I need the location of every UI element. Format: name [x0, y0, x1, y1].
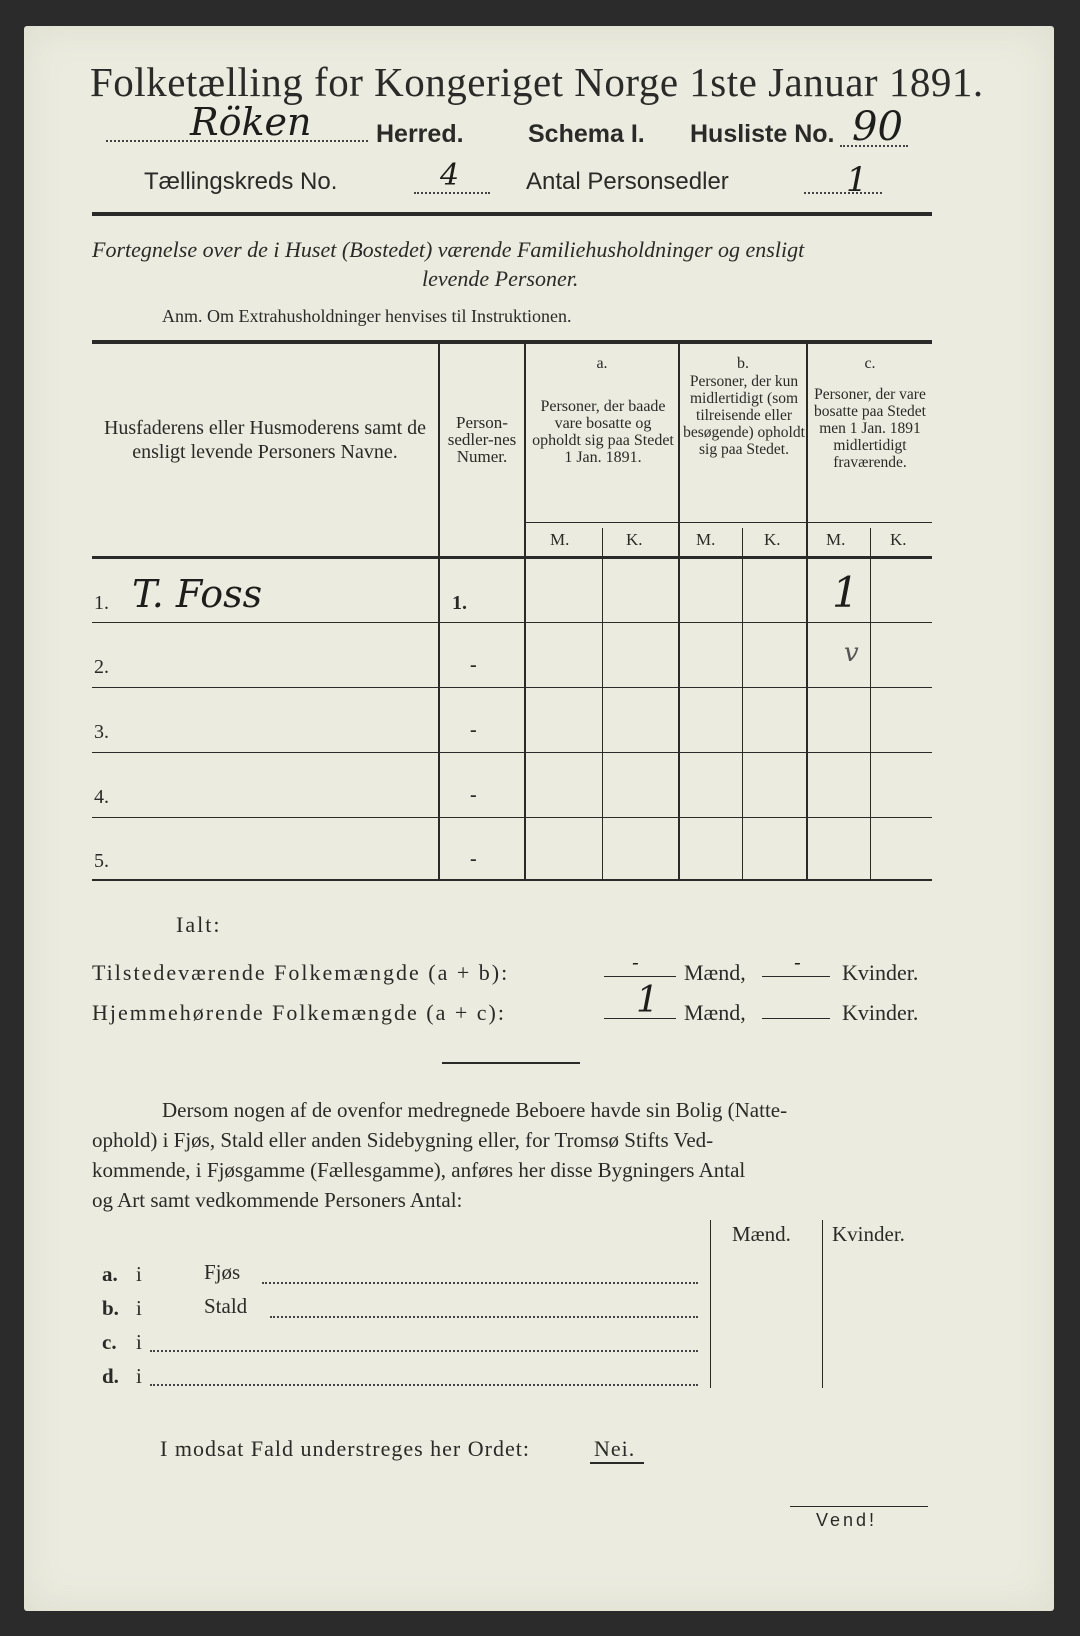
bld-row-b-dots	[270, 1316, 698, 1318]
bld-row-a-letter: a.	[102, 1262, 118, 1286]
vline-4	[678, 344, 680, 879]
c-k-header: K.	[890, 530, 907, 549]
col-a-letter: a.	[596, 355, 608, 372]
nei-underline	[590, 1462, 644, 1464]
hjem-m-value: 1	[636, 980, 659, 1021]
vline-7	[870, 528, 871, 879]
modsat-text: I modsat Fald understreges her Ordet:	[160, 1436, 530, 1461]
hjem-k-line	[762, 1018, 830, 1019]
bld-row-c-dots	[150, 1350, 698, 1352]
row-5-number: 5.	[94, 850, 109, 872]
husliste-label: Husliste No.	[690, 120, 835, 148]
bld-row-d-letter: d.	[102, 1364, 119, 1388]
b-m-header: M.	[696, 530, 716, 549]
col-b-header: Personer, der kun midlertidigt (som tilreisende eller besøgende) opholdt sig paa Stedet.	[683, 373, 805, 458]
row-1-sedel: 1.	[452, 592, 467, 614]
row-2-sedel: -	[470, 654, 477, 676]
c-m-header: M.	[826, 530, 846, 549]
hjem-label: Hjemmehørende Folkemængde (a + c):	[92, 1000, 506, 1025]
census-form-sheet	[24, 26, 1054, 1611]
tilst-label: Tilstedeværende Folkemængde (a + b):	[92, 960, 510, 985]
col-name-header: Husfaderens eller Husmoderens samt de ensligt levende Personers Navne.	[103, 417, 427, 463]
hjem-maend: Mænd,	[684, 1000, 746, 1025]
vline-1	[438, 344, 440, 879]
col-num-header: Person-sedler-nes Numer.	[447, 413, 517, 466]
vend-rule	[790, 1506, 928, 1507]
intro-line-2: levende Personer.	[422, 266, 579, 291]
husliste-value: 90	[852, 104, 903, 150]
col-c-header: Personer, der vare bosatte paa Stedet men 1 Jan. 1891 midlertidigt fraværende.	[814, 386, 926, 471]
bld-row-a-i: i	[136, 1262, 142, 1286]
anm-note: Anm. Om Extrahusholdninger henvises til Instruktionen.	[162, 306, 572, 326]
bld-row-b-label: Stald	[204, 1294, 248, 1318]
row-1-line	[92, 622, 932, 623]
buildings-paragraph-line-4: og Art samt vedkommende Personers Antal:	[92, 1188, 463, 1212]
tilst-kvinder: Kvinder.	[842, 960, 919, 985]
antal-dotted-line	[804, 192, 882, 194]
row-1-c-m: 1	[832, 568, 859, 617]
vline-5	[742, 528, 743, 879]
row-2-c-m-check: v	[844, 638, 859, 668]
bld-col-maend: Mænd.	[732, 1222, 791, 1246]
row-2-line	[92, 687, 932, 688]
bld-row-c-letter: c.	[102, 1330, 117, 1354]
header-rule	[92, 212, 932, 216]
section-divider	[442, 1062, 580, 1064]
vline-3	[602, 528, 603, 879]
row-3-line	[92, 752, 932, 753]
row-1-number: 1.	[94, 592, 109, 614]
form-title: Folketælling for Kongeriget Norge 1ste Januar 1891.	[90, 59, 984, 105]
tilst-m-line	[604, 976, 676, 977]
buildings-paragraph-line-3: kommende, i Fjøsgamme (Fællesgamme), anføres her disse Bygningers Antal	[92, 1158, 746, 1182]
row-1-name: T. Foss	[132, 572, 263, 616]
bld-row-b-i: i	[136, 1296, 142, 1320]
bld-row-c-i: i	[136, 1330, 142, 1354]
buildings-paragraph-line-2: ophold) i Fjøs, Stald eller anden Sidebygning eller, for Tromsø Stifts Ved-	[92, 1128, 714, 1152]
bld-vline-2	[822, 1220, 823, 1388]
antal-label: Antal Personsedler	[526, 168, 729, 195]
buildings-paragraph-line-1: Dersom nogen af de ovenfor medregnede Beboere havde sin Bolig (Natte-	[162, 1098, 788, 1122]
schema-label: Schema I.	[528, 120, 645, 148]
kreds-value: 4	[440, 158, 460, 193]
tilst-maend: Mænd,	[684, 960, 746, 985]
ialt-label: Ialt:	[176, 912, 222, 937]
herred-label: Herred.	[376, 120, 464, 148]
a-m-header: M.	[550, 530, 570, 549]
herred-handwritten: Röken	[190, 100, 312, 144]
bld-vline-1	[710, 1220, 711, 1388]
bld-row-b-letter: b.	[102, 1296, 119, 1320]
bld-row-a-label: Fjøs	[204, 1260, 241, 1284]
a-k-header: K.	[626, 530, 643, 549]
vline-2	[524, 344, 526, 879]
row-2-number: 2.	[94, 656, 109, 678]
row-4-number: 4.	[94, 786, 109, 808]
b-k-header: K.	[764, 530, 781, 549]
bld-row-d-dots	[150, 1384, 698, 1386]
intro-line-1: Fortegnelse over de i Huset (Bostedet) værende Familiehusholdninger og ensligt	[92, 237, 805, 262]
bld-row-d-i: i	[136, 1364, 142, 1388]
col-c-letter: c.	[864, 355, 876, 372]
tilst-m-value: -	[632, 950, 639, 974]
vend-text: Vend!	[816, 1510, 878, 1530]
bld-col-kvinder: Kvinder.	[832, 1222, 905, 1246]
antal-value: 1	[846, 160, 868, 200]
row-3-number: 3.	[94, 721, 109, 743]
col-a-header: Personer, der baade vare bosatte og opholdt sig paa Stedet 1 Jan. 1891.	[532, 398, 674, 466]
row-5-sedel: -	[470, 848, 477, 870]
nei-word: Nei.	[594, 1436, 636, 1461]
hjem-kvinder: Kvinder.	[842, 1000, 919, 1025]
kreds-label: Tællingskreds No.	[144, 168, 338, 195]
tilst-k-line	[762, 976, 830, 977]
row-4-sedel: -	[470, 784, 477, 806]
subheader-rule	[526, 522, 932, 523]
row-4-line	[92, 817, 932, 818]
row-3-sedel: -	[470, 719, 477, 741]
bld-row-a-dots	[262, 1282, 698, 1284]
col-b-letter: b.	[737, 355, 749, 372]
tilst-k-value: -	[794, 950, 801, 974]
table-bottom-rule	[92, 879, 932, 881]
